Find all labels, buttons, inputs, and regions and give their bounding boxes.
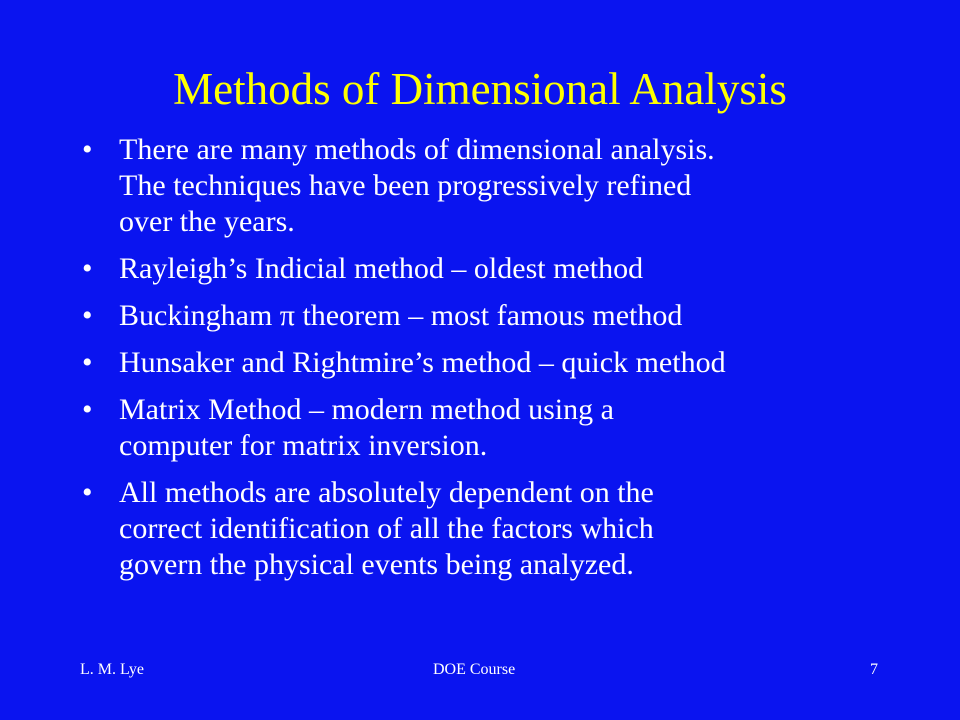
bullet-item (82, 251, 882, 287)
bullet-icon: • (82, 299, 93, 332)
slide-title: Methods of Dimensional Analysis (173, 64, 787, 114)
bullet-icon: • (82, 476, 93, 509)
bullet-item (82, 298, 882, 334)
bullet-icon: • (82, 346, 93, 379)
bullet-text: There are many methods of dimensional analysis. The techniques have been progressively refined over the years. (119, 133, 715, 238)
footer-course: DOE Course (433, 661, 516, 678)
bullet-item (82, 475, 882, 583)
bullet-icon: • (82, 393, 93, 426)
footer-author: L. M. Lye (80, 661, 144, 678)
bullet-text: Hunsaker and Rightmire’s method – quick method (119, 346, 726, 379)
bullet-item (82, 392, 882, 464)
bullet-icon: • (82, 252, 93, 285)
page-number: 7 (870, 661, 878, 678)
bullet-text: Rayleigh’s Indicial method – oldest method (119, 252, 644, 285)
bullet-list (82, 132, 882, 594)
bullet-icon: • (82, 133, 93, 166)
bullet-item (82, 345, 882, 381)
bullet-text: Buckingham π theorem – most famous method (119, 299, 683, 332)
bullet-text: All methods are absolutely dependent on the correct identification of all the factors which govern the physical events being analyzed. (119, 476, 654, 581)
bullet-text: Matrix Method – modern method using a computer for matrix inversion. (119, 393, 614, 462)
bullet-item (82, 132, 882, 240)
